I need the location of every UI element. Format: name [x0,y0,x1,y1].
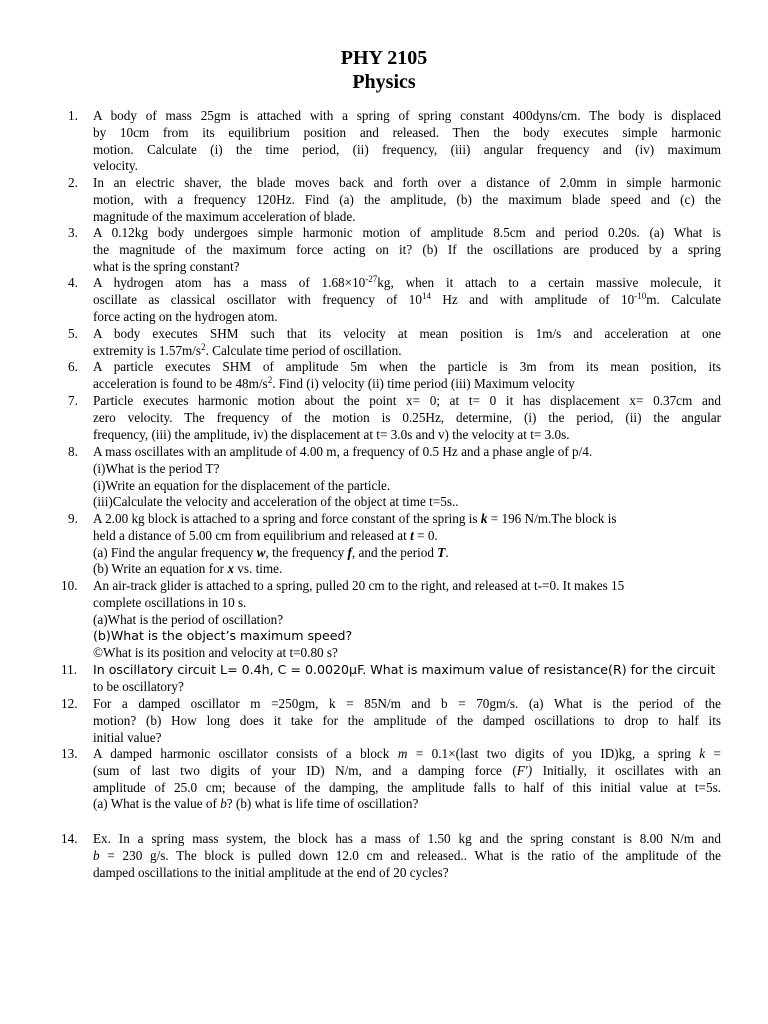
question-text-line: A mass oscillates with an amplitude of 4.00 m, a frequency of 0.5 Hz and a phase angle of p/4. [93,444,593,459]
question-text-line: force acting on the hydrogen atom. [93,308,278,324]
course-code-title: PHY 2105 [340,47,428,69]
question-text-line: zero velocity. The frequency of the motion is 0.25Hz, determine, (i) the period, (ii) the angular [93,409,721,425]
question-text-line: extremity is $1.57m/s^2$. Calculate time period of oscillation. [93,341,402,358]
question-text-line: (a) Find the angular frequency w, the frequency f, and the period T. [93,544,449,560]
question-text-line: (a) What is the value of b? (b) what is life time of oscillation? [93,796,419,812]
question-text-line: the magnitude of the maximum force acting on it? (b) If the oscillations are produced by a spring [93,241,721,257]
question-number: 14. [61,831,78,846]
question-text-line: held a distance of 5.00 cm from equilibrium and released at t = 0. [93,527,438,543]
question-text-line: damped oscillations to the initial amplitude at the end of 20 cycles? [93,864,449,880]
question-text-line: b = 230 g/s. The block is pulled down 12.0 cm and released.. What is the ratio of the amplitude of the [93,847,721,863]
question-number: 6. [68,359,78,374]
question-text-line: ©What is its position and velocity at t=0.80 s? [93,645,338,661]
question-text-line: (a)What is the period of oscillation? [93,611,284,627]
question-text-line: (iii)Calculate the velocity and acceleration of the object at time t=5s.. [93,494,459,510]
question-text-line: A hydrogen atom has a mass of $1.68\times 10^{-27}kg$, when it attach to a certain massive molecule, it [93,274,721,290]
question-text-line: magnitude of the maximum acceleration of blade. [93,208,356,224]
question-text-line: motion, with a frequency 120Hz. Find (a) the amplitude, (b) the maximum blade speed and (c) the [93,191,721,207]
question-text-line: by 10cm from its equilibrium position and released. Then the body executes simple harmonic [93,124,721,140]
question-text-line: oscillate as classical oscillator with frequency of $10^{14}$ Hz and with amplitude of $10^{-10}m$. Calculate [93,290,721,307]
question-text-line: (i)What is the period T? [93,460,220,476]
question-text-line: velocity. [93,158,138,174]
question-text-line: (b) Write an equation for x vs. time. [93,561,283,577]
question-text-line: For a damped oscillator m =250gm, k = 85N/m and b = 70gm/s. (a) What is the period of the [93,696,721,711]
question-text-line: A 2.00 kg block is attached to a spring and force constant of the spring is k = 196 N/m.The block is [93,511,617,526]
question-text-line: what is the spring constant? [93,258,240,274]
question-number: 5. [68,326,78,341]
question-text-line: (b)What is the object’s maximum speed? [93,628,353,644]
question-number: 2. [68,175,78,190]
question-text-line: frequency, (iii) the amplitude, iv) the displacement at t= 3.0s and v) the velocity at t= 3.0s. [93,426,570,442]
question-text-line: Ex. In a spring mass system, the block has a mass of 1.50 kg and the spring constant is 8.00 N/m and [93,831,721,846]
question-text-line: (sum of last two digits of your ID) N/m, and a damping force (F′) Initially, it oscillates with an [93,762,721,778]
question-text-line: initial value? [93,729,162,745]
question-text-line: Particle executes harmonic motion about the point x= 0; at t= 0 it has displacement x= 0.37cm and [93,393,721,408]
question-text-line: amplitude of 25.0 cm; because of the damping, the amplitude falls to half of this initial value at t=5s. [93,779,721,795]
question-text-line: In oscillatory circuit L= 0.4h, C = 0.0020μF. What is maximum value of resistance(R) for the circuit [93,662,716,677]
question-number: 13. [61,746,78,761]
question-number: 7. [68,393,78,408]
question-text-line: In an electric shaver, the blade moves back and forth over a distance of 2.0mm in simple harmonic [93,175,721,190]
question-text-line: acceleration is found to be $48m/s^2$. Find (i) velocity (ii) time period (iii) Maximum velocity [93,374,575,391]
question-text-line: A body of mass 25gm is attached with a spring of spring constant 400dyns/cm. The body is displaced [93,108,721,123]
question-text-line: motion? (b) How long does it take for the amplitude of the damped oscillations to drop to half its [93,712,721,728]
question-text-line: A 0.12kg body undergoes simple harmonic motion of amplitude 8.5cm and period 0.20s. (a) What is [93,225,721,240]
question-number: 10. [61,578,78,593]
question-text-line: A body executes SHM such that its velocity at mean position is 1m/s and acceleration at one [93,326,721,341]
question-number: 3. [68,225,78,240]
question-text-line: motion. Calculate (i) the time period, (ii) frequency, (iii) angular frequency and (iv) maximum [93,141,721,157]
question-number: 11. [61,662,77,677]
question-number: 12. [61,696,78,711]
subject-title: Physics [352,71,416,93]
question-text-line: A damped harmonic oscillator consists of a block m = 0.1×(last two digits of you ID)kg, a spring k = [93,746,721,761]
question-number: 8. [68,444,78,459]
question-text-line: to be oscillatory? [93,678,184,694]
question-number: 9. [68,511,78,526]
question-text-line: A particle executes SHM of amplitude 5m when the particle is 3m from its mean position, its [93,359,721,374]
question-number: 1. [68,108,78,123]
question-text-line: complete oscillations in 10 s. [93,594,247,610]
question-text-line: (i)Write an equation for the displacement of the particle. [93,477,391,493]
question-number: 4. [68,275,78,290]
question-text-line: An air-track glider is attached to a spring, pulled 20 cm to the right, and released at t-=0. It makes 15 [93,578,625,593]
